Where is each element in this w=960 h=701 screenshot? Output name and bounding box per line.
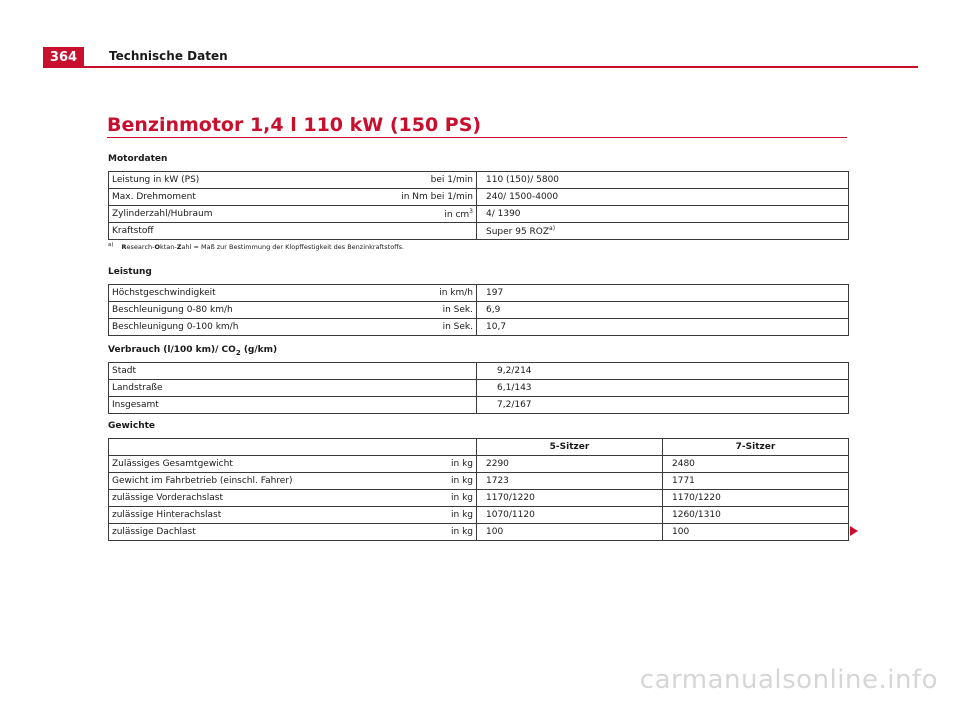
row-unit: bei 1/min bbox=[381, 172, 477, 189]
row-value-5: 1723 bbox=[477, 473, 663, 490]
row-value-7: 100 bbox=[663, 524, 849, 541]
footnote-text-1: esearch- bbox=[126, 243, 155, 252]
table-row bbox=[109, 223, 849, 240]
row-unit: in kg bbox=[381, 524, 477, 541]
table-row bbox=[109, 302, 849, 319]
motordaten-table bbox=[108, 171, 849, 240]
row-value: 110 (150)/ 5800 bbox=[477, 172, 849, 189]
row-value: 4/ 1390 bbox=[477, 206, 849, 223]
section-heading-verbrauch bbox=[108, 345, 277, 357]
row-unit: in kg bbox=[381, 507, 477, 524]
table-row bbox=[109, 524, 849, 541]
footnote-initial-r: R bbox=[121, 243, 127, 252]
row-label: Zulässiges Gesamtgewicht bbox=[109, 456, 381, 473]
row-unit: in Nm bei 1/min bbox=[381, 189, 477, 206]
footnote-initial-z: Z bbox=[176, 243, 182, 252]
row-value bbox=[477, 223, 849, 240]
page-title: Benzinmotor 1,4 l 110 kW (150 PS) bbox=[107, 114, 482, 136]
gewichte-table bbox=[108, 438, 849, 541]
table-row bbox=[109, 490, 849, 507]
row-value: 240/ 1500-4000 bbox=[477, 189, 849, 206]
row-unit: in km/h bbox=[381, 285, 477, 302]
row-label: zulässige Hinterachslast bbox=[109, 507, 381, 524]
row-label: Max. Drehmoment bbox=[109, 189, 381, 206]
continue-arrow-icon[interactable] bbox=[850, 526, 858, 536]
row-unit: in Sek. bbox=[381, 319, 477, 336]
table-row bbox=[109, 319, 849, 336]
row-unit: in kg bbox=[381, 456, 477, 473]
table-row bbox=[109, 380, 849, 397]
section-heading-gewichte: Gewichte bbox=[108, 421, 156, 431]
footnote-reference: a) bbox=[549, 225, 556, 232]
unit-superscript: 3 bbox=[469, 208, 473, 215]
row-label: Kraftstoff bbox=[109, 223, 381, 240]
row-value: 10,7 bbox=[477, 319, 849, 336]
unit-text: in cm bbox=[444, 210, 470, 220]
footnote-text-2: ktan- bbox=[160, 243, 177, 252]
row-unit: in Sek. bbox=[381, 302, 477, 319]
row-value-5: 100 bbox=[477, 524, 663, 541]
row-unit: in kg bbox=[381, 473, 477, 490]
row-label: Beschleunigung 0-100 km/h bbox=[109, 319, 381, 336]
table-header-row bbox=[109, 439, 849, 456]
value-text: Super 95 ROZ bbox=[486, 227, 550, 237]
running-header: Technische Daten bbox=[109, 49, 228, 63]
row-label: Zylinderzahl/Hubraum bbox=[109, 206, 381, 223]
heading-subscript: 2 bbox=[235, 348, 241, 357]
row-unit: in kg bbox=[381, 490, 477, 507]
section-heading-motordaten: Motordaten bbox=[108, 154, 168, 164]
footnote-mark: a) bbox=[108, 242, 114, 248]
table-row bbox=[109, 363, 849, 380]
row-value-7: 1170/1220 bbox=[663, 490, 849, 507]
row-label: zulässige Dachlast bbox=[109, 524, 381, 541]
leistung-table bbox=[108, 284, 849, 336]
table-row bbox=[109, 285, 849, 302]
row-value-7: 1771 bbox=[663, 473, 849, 490]
row-value-5: 1070/1120 bbox=[477, 507, 663, 524]
row-label: zulässige Vorderachslast bbox=[109, 490, 381, 507]
header-empty-unit bbox=[381, 439, 477, 456]
header-divider bbox=[84, 66, 918, 68]
row-value: 9,2/214 bbox=[477, 363, 849, 380]
row-label: Stadt bbox=[109, 363, 477, 380]
row-value-5: 2290 bbox=[477, 456, 663, 473]
footnote bbox=[108, 242, 404, 251]
section-heading-leistung: Leistung bbox=[108, 267, 152, 277]
verbrauch-table bbox=[108, 362, 849, 414]
row-label: Insgesamt bbox=[109, 397, 477, 414]
header-empty bbox=[109, 439, 381, 456]
heading-text-end: (g/km) bbox=[240, 345, 278, 355]
row-value-7: 2480 bbox=[663, 456, 849, 473]
row-value: 7,2/167 bbox=[477, 397, 849, 414]
table-row bbox=[109, 456, 849, 473]
title-divider bbox=[107, 137, 847, 138]
footnote-initial-o: O bbox=[154, 243, 161, 252]
table-row bbox=[109, 507, 849, 524]
row-value-5: 1170/1220 bbox=[477, 490, 663, 507]
heading-text: Verbrauch (l/100 km)/ CO bbox=[108, 345, 236, 355]
table-row bbox=[109, 473, 849, 490]
row-label: Gewicht im Fahrbetrieb (einschl. Fahrer) bbox=[109, 473, 381, 490]
row-value: 6,1/143 bbox=[477, 380, 849, 397]
row-unit bbox=[381, 206, 477, 223]
row-label: Landstraße bbox=[109, 380, 477, 397]
row-value-7: 1260/1310 bbox=[663, 507, 849, 524]
row-label: Höchstgeschwindigkeit bbox=[109, 285, 381, 302]
column-header-7-sitzer: 7-Sitzer bbox=[663, 439, 849, 456]
row-value: 197 bbox=[477, 285, 849, 302]
table-row bbox=[109, 206, 849, 223]
table-row bbox=[109, 189, 849, 206]
row-label: Leistung in kW (PS) bbox=[109, 172, 381, 189]
column-header-5-sitzer: 5-Sitzer bbox=[477, 439, 663, 456]
table-row bbox=[109, 172, 849, 189]
table-row bbox=[109, 397, 849, 414]
watermark: carmanualsonline.info bbox=[639, 665, 938, 695]
row-unit bbox=[381, 223, 477, 240]
row-label: Beschleunigung 0-80 km/h bbox=[109, 302, 381, 319]
page-number: 364 bbox=[43, 47, 84, 68]
footnote-text-3: ahl = Maß zur Bestimmung der Klopffestigkeit des Benzinkraftstoffs. bbox=[181, 243, 405, 252]
row-value: 6,9 bbox=[477, 302, 849, 319]
